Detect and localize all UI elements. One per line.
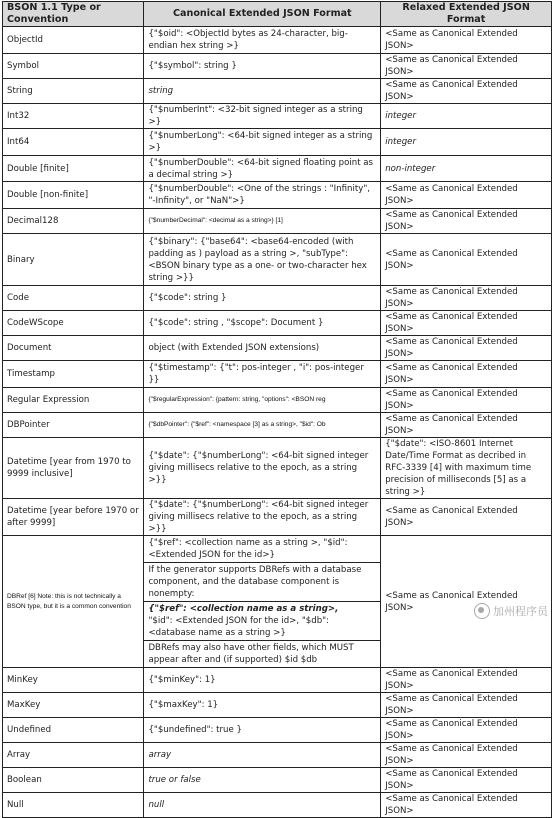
relaxed-cell: <Same as Canonical Extended JSON> [381, 743, 552, 768]
relaxed-cell: <Same as Canonical Extended JSON> [381, 27, 552, 54]
canonical-cell [144, 536, 381, 668]
header-type: BSON 1.1 Type or Convention [3, 2, 144, 27]
table-row [3, 768, 552, 793]
canonical-cell: {"$dbPointer": {"$ref": <namespace [3] as a string>, "$id": Ob [144, 413, 381, 438]
table-row [3, 104, 552, 129]
canonical-cell: {"$numberDouble": <64-bit signed floating point as a decimal string >} [144, 156, 381, 182]
relaxed-cell: <Same as Canonical Extended JSON> [381, 54, 552, 79]
table-row [3, 336, 552, 361]
table-row [3, 129, 552, 156]
canonical-cell: {"$maxKey": 1} [144, 693, 381, 718]
type-cell: DBRef [6] Note: this is not technically a BSON type, but it is a common convention [3, 536, 144, 668]
table-row [3, 311, 552, 336]
relaxed-cell: <Same as Canonical Extended JSON> [381, 336, 552, 361]
table-row [3, 286, 552, 311]
relaxed-cell: <Same as Canonical Extended JSON> [381, 234, 552, 286]
table-row [3, 156, 552, 182]
wechat-logo-icon [474, 603, 490, 619]
table-row [3, 209, 552, 234]
canonical-cell: {"$numberDouble": <One of the strings : "Infinity", "-Infinity", or "NaN">} [144, 182, 381, 209]
canonical-cell: string [144, 79, 381, 104]
type-cell: DBPointer [3, 413, 144, 438]
relaxed-cell: <Same as Canonical Extended JSON> [381, 668, 552, 693]
canonical-cell: {"$undefined": true } [144, 718, 381, 743]
canonical-cell: {"$date": {"$numberLong": <64-bit signed integer giving millisecs relative to the epoch, as a string >}} [144, 438, 381, 499]
canonical-cell: {"$date": {"$numberLong": <64-bit signed integer giving millisecs relative to the epoch, as a string >}} [144, 499, 381, 536]
table-row [3, 438, 552, 499]
type-cell: MaxKey [3, 693, 144, 718]
dbref-extra-fields-note: DBRefs may also have other fields, which MUST appear after and (if supported) $id $db [148, 643, 354, 665]
table-row [3, 54, 552, 79]
canonical-cell: {"$symbol": string } [144, 54, 381, 79]
type-cell: Code [3, 286, 144, 311]
relaxed-cell: <Same as Canonical Extended JSON> [381, 499, 552, 536]
relaxed-cell: <Same as Canonical Extended JSON> [381, 718, 552, 743]
table-header-row [3, 2, 552, 27]
table-row [3, 234, 552, 286]
canonical-cell: object (with Extended JSON extensions) [144, 336, 381, 361]
dbref-basic-format: {"$ref": <collection name as a string >, "$id": <Extended JSON for the id>} [144, 536, 380, 563]
relaxed-cell: <Same as Canonical Extended JSON> [381, 693, 552, 718]
relaxed-cell: <Same as Canonical Extended JSON> [381, 311, 552, 336]
canonical-cell: {"$numberInt": <32-bit signed integer as a string >} [144, 104, 381, 129]
wechat-watermark [474, 603, 548, 619]
type-cell: Int64 [3, 129, 144, 156]
type-cell: Array [3, 743, 144, 768]
type-cell: Decimal128 [3, 209, 144, 234]
canonical-cell: {"$minKey": 1} [144, 668, 381, 693]
table-row [3, 413, 552, 438]
type-cell: Double [non-finite] [3, 182, 144, 209]
relaxed-cell: {"$date": <ISO-8601 Internet Date/Time Format as decribed in RFC-3339 [4] with maximum time precision of milliseconds [5] as a string >} [381, 438, 552, 499]
type-cell: CodeWScope [3, 311, 144, 336]
type-cell: Regular Expression [3, 388, 144, 413]
type-cell: Timestamp [3, 361, 144, 388]
table-row [3, 79, 552, 104]
table-row [3, 388, 552, 413]
type-cell: Document [3, 336, 144, 361]
type-cell: Datetime [year from 1970 to 9999 inclusive] [3, 438, 144, 499]
table-row [3, 793, 552, 818]
relaxed-cell: <Same as Canonical Extended JSON> [381, 209, 552, 234]
canonical-cell: null [144, 793, 381, 818]
canonical-cell: {"$regularExpression": {pattern: string, "options": <BSON reg [144, 388, 381, 413]
relaxed-cell: <Same as Canonical Extended JSON> [381, 182, 552, 209]
table-row [3, 718, 552, 743]
relaxed-cell: <Same as Canonical Extended JSON> [381, 361, 552, 388]
relaxed-cell: <Same as Canonical Extended JSON> [381, 286, 552, 311]
header-canonical: Canonical Extended JSON Format [144, 2, 381, 27]
type-cell: Symbol [3, 54, 144, 79]
relaxed-cell: <Same as Canonical Extended JSON> [381, 79, 552, 104]
type-cell: MinKey [3, 668, 144, 693]
table-row [3, 361, 552, 388]
canonical-cell: {"$code": string , "$scope": Document } [144, 311, 381, 336]
relaxed-cell: integer [381, 104, 552, 129]
table-row [3, 693, 552, 718]
header-relaxed: Relaxed Extended JSON Format [381, 2, 552, 27]
type-cell: Binary [3, 234, 144, 286]
dbref-db-format-line1: {"$ref": <collection name as a string>, [148, 604, 339, 614]
canonical-cell: {"$oid": <ObjectId bytes as 24-character, big-endian hex string >} [144, 27, 381, 54]
canonical-cell: {"$timestamp": {"t": pos-integer , "i": pos-integer }} [144, 361, 381, 388]
table-row [3, 536, 552, 668]
canonical-cell: {"$code": string } [144, 286, 381, 311]
relaxed-cell: non-integer [381, 156, 552, 182]
canonical-cell: {"$numberLong": <64-bit signed integer as a string >} [144, 129, 381, 156]
dbref-db-condition: If the generator supports DBRefs with a database component, and the database component is nonempty: [144, 563, 380, 602]
type-cell: String [3, 79, 144, 104]
relaxed-cell: <Same as Canonical Extended JSON> [381, 413, 552, 438]
watermark-text: 加州程序员 [493, 605, 548, 618]
relaxed-cell: integer [381, 129, 552, 156]
canonical-cell: {"$binary": {"base64": <base64-encoded (with padding as ) payload as a string >, "subType": <BSON binary type as a one- or two-character hex string >}} [144, 234, 381, 286]
relaxed-cell: <Same as Canonical Extended JSON> [381, 793, 552, 818]
table-row [3, 743, 552, 768]
relaxed-cell: <Same as Canonical Extended JSON> [381, 768, 552, 793]
canonical-cell: true or false [144, 768, 381, 793]
table-row [3, 499, 552, 536]
relaxed-cell: <Same as Canonical Extended JSON> [381, 536, 552, 668]
canonical-cell: {"$numberDecimal": <decimal as a string>} [1] [144, 209, 381, 234]
table-row [3, 182, 552, 209]
type-cell: Undefined [3, 718, 144, 743]
type-cell: Datetime [year before 1970 or after 9999] [3, 499, 144, 536]
canonical-cell: array [144, 743, 381, 768]
type-cell: Double [finite] [3, 156, 144, 182]
type-cell: Null [3, 793, 144, 818]
table-row [3, 27, 552, 54]
type-cell: Int32 [3, 104, 144, 129]
type-cell: ObjectId [3, 27, 144, 54]
dbref-db-format [144, 602, 380, 641]
bson-extended-json-table [2, 1, 552, 818]
type-cell: Boolean [3, 768, 144, 793]
table-row [3, 668, 552, 693]
dbref-db-format-line2: "$id": <Extended JSON for the id>, "$db": <database name as a string >} [148, 616, 330, 638]
relaxed-cell: <Same as Canonical Extended JSON> [381, 388, 552, 413]
